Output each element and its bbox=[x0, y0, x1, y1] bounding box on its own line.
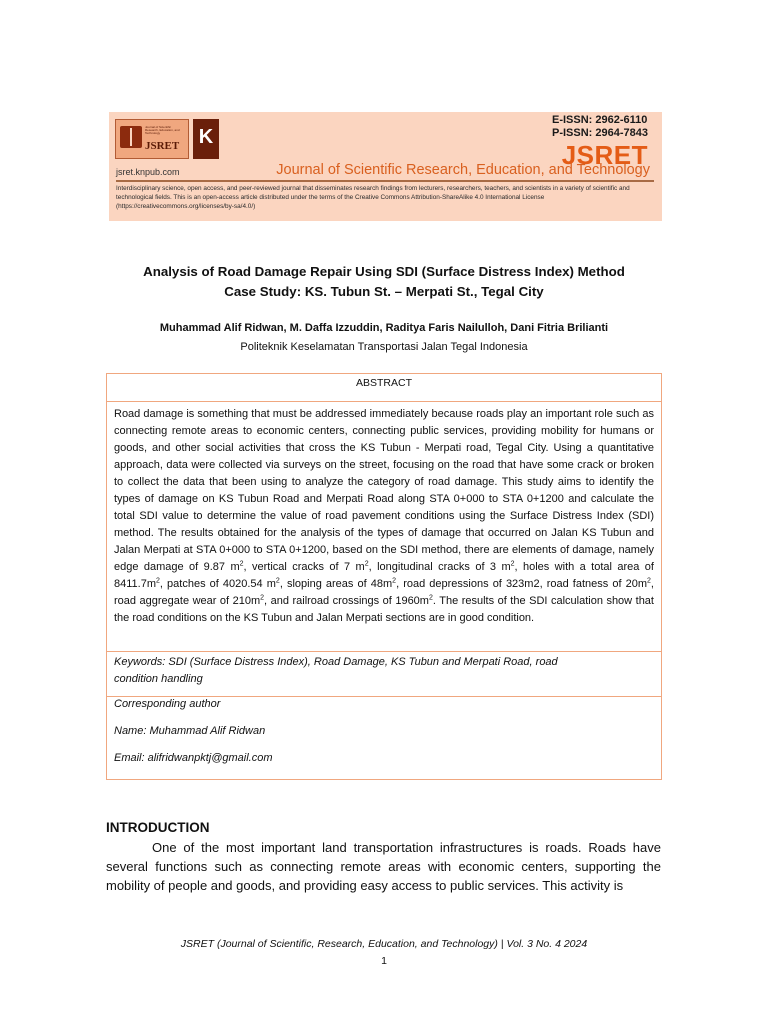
corr-label: Corresponding author bbox=[114, 698, 221, 710]
superscript: 2 bbox=[392, 577, 397, 585]
abstract-segment: , road depressions of 323m2, road fatness of 20m bbox=[396, 578, 648, 590]
journal-full-name: Journal of Scientific Research, Education, and Technology bbox=[276, 162, 650, 178]
corr-name: Name: Muhammad Alif Ridwan bbox=[114, 725, 266, 737]
abstract-segment: , and railroad crossings of 1960m bbox=[264, 595, 429, 607]
abstract-segment: , road aggregate wear of 210m bbox=[114, 578, 654, 607]
superscript: 2 bbox=[260, 594, 265, 602]
footer-citation: JSRET (Journal of Scientific, Research, Education, and Technology) | Vol. 3 No. 4 2024 bbox=[180, 938, 588, 950]
introduction-heading: INTRODUCTION bbox=[106, 820, 210, 835]
abstract-segment: Road damage is something that must be addressed immediately because roads play an important role such as connecting remote areas to economic centers, connecting public services, providing mobility for humans or goods, and other social activities that cross the KS Tubun - Merpati road, Tegal City. Using a quantitative approach, data were collected via surveys on the street, focusing on the road that have some crack or broken to collect the data that been using to analyze the category of road damage. This study aims to identify the types of damage on KS Tubun Road and Merpati Road along STA 0+000 to STA 0+1200 and calculate the total SDI value to determine the value of road pavement conditions using the Surface Distress Index (SDI) method. The results obtained for the analysis of the types of damage that occurred on Jalan KS Tubun and Jalan Merpati at STA 0+000 to STA 0+1200, based on the SDI method, there are elements of damage, namely edge damage of 9.87 m bbox=[114, 408, 654, 573]
title-line-1: Analysis of Road Damage Repair Using SDI (Surface Distress Index) Method bbox=[143, 264, 625, 279]
abstract-segment: , patches of 4020.54 m bbox=[159, 578, 276, 590]
superscript: 2 bbox=[647, 577, 651, 585]
journal-brand: JSRET bbox=[561, 140, 648, 170]
issn-block bbox=[552, 114, 648, 140]
e-issn: E-ISSN: 2962-6110 bbox=[552, 114, 648, 126]
superscript: 2 bbox=[156, 577, 160, 585]
title-line-2: Case Study: KS. Tubun St. – Merpati St., Tegal City bbox=[224, 284, 544, 299]
logo-tagline: Journal of Scientific Research, Education, and Technology bbox=[145, 125, 180, 135]
p-issn: P-ISSN: 2964-7843 bbox=[552, 127, 648, 139]
publisher-logo: K bbox=[193, 119, 219, 159]
header-divider bbox=[116, 180, 654, 182]
paper-affiliation: Politeknik Keselamatan Transportasi Jalan Tegal Indonesia bbox=[240, 341, 528, 353]
corr-email[interactable]: Email: alifridwanpktj@gmail.com bbox=[114, 752, 273, 764]
book-icon bbox=[120, 126, 142, 148]
abstract-box bbox=[106, 373, 662, 780]
page-number: 1 bbox=[381, 955, 387, 967]
keywords-row bbox=[107, 651, 661, 697]
abstract-segment: , longitudinal cracks of 3 m bbox=[368, 561, 511, 573]
superscript: 2 bbox=[239, 560, 244, 568]
jsret-logo bbox=[115, 119, 189, 159]
journal-logos bbox=[115, 119, 215, 159]
introduction-text: One of the most important land transportation infrastructures is roads. Roads have several functions such as connecting remote areas with economic centers, supporting the mobility of people and goods, and providing easy access to public services. This activity is bbox=[106, 840, 661, 893]
abstract-segment: , holes with a total area of 8411.7m bbox=[114, 561, 654, 590]
abstract-text bbox=[114, 406, 654, 627]
paper-title bbox=[100, 262, 668, 302]
logo-name: JSRET bbox=[145, 140, 180, 152]
abstract-segment: , sloping areas of 48m bbox=[279, 578, 393, 590]
abstract-segment: . The results of the SDI calculation show that the road conditions on the KS Tubun and Jalan Merpati sections are in good condition. bbox=[114, 595, 654, 624]
corresponding-author bbox=[114, 696, 273, 767]
keywords: Keywords: SDI (Surface Distress Index), Road Damage, KS Tubun and Merpati Road, road condition handling bbox=[114, 656, 558, 685]
superscript: 2 bbox=[510, 560, 515, 568]
paper-authors: Muhammad Alif Ridwan, M. Daffa Izzuddin, Raditya Faris Nailulloh, Dani Fitria Brilianti bbox=[159, 322, 609, 334]
journal-site-url[interactable]: jsret.knpub.com bbox=[116, 167, 180, 177]
abstract-heading: ABSTRACT bbox=[107, 374, 661, 402]
superscript: 2 bbox=[428, 594, 433, 602]
abstract-segment: , vertical cracks of 7 m bbox=[243, 561, 365, 573]
superscript: 2 bbox=[275, 577, 280, 585]
journal-header-banner bbox=[109, 112, 662, 221]
superscript: 2 bbox=[364, 560, 369, 568]
journal-description: Interdisciplinary science, open access, and peer-reviewed journal that disseminates research findings from lecturers, researchers, teachers, and scientists in a variety of scientific and technological fields. This is an open-access article distributed under the terms of the Creative Commons Attribution-ShareAlike 4.0 International License (https://creativecommons.org/licenses/by-sa/4.0/) bbox=[116, 185, 630, 210]
